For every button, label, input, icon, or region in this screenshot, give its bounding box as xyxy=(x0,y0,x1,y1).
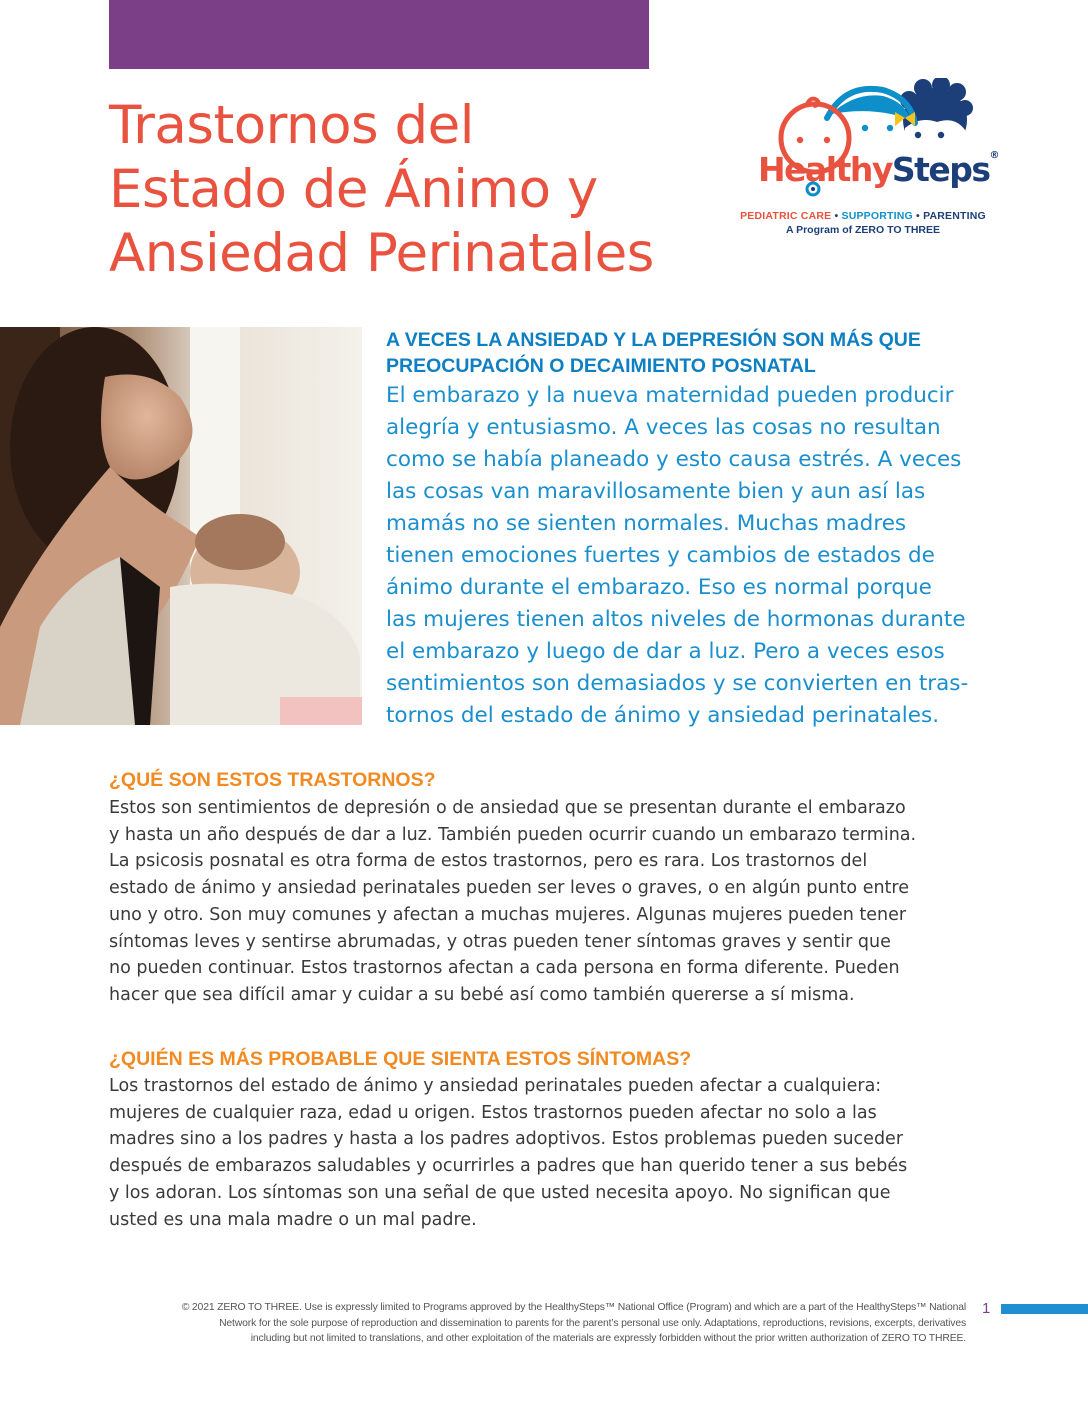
intro-paragraph xyxy=(386,380,996,732)
body-line: no pueden continuar. Estos trastornos afectan a cada persona en forma diferente. Pueden xyxy=(109,958,900,979)
intro-line: como se había planeado y esto causa estrés. A veces xyxy=(386,447,962,472)
healthysteps-wordmark: HealthySteps® xyxy=(758,150,999,189)
body-line: hacer que sea difícil amar y cuidar a su bebé así como también quererse a sí misma. xyxy=(109,984,855,1005)
page-title xyxy=(109,94,709,286)
section-paragraph-que-son xyxy=(109,795,1009,1009)
intro-line: mamás no se sienten normales. Muchas madres xyxy=(386,511,907,536)
body-line: estado de ánimo y ansiedad perinatales pueden ser leves o graves, o en algún punto entre xyxy=(109,878,909,899)
intro-line: tornos del estado de ánimo y ansiedad perinatales. xyxy=(386,703,940,728)
intro-heading xyxy=(386,327,986,379)
healthysteps-logo xyxy=(730,78,1000,248)
page-accent-bar xyxy=(1001,1304,1088,1314)
logo-subline: A Program of ZERO TO THREE xyxy=(785,224,940,236)
intro-heading-line: A VECES LA ANSIEDAD Y LA DEPRESIÓN SON MÁS QUE xyxy=(386,329,921,351)
title-line: Ansiedad Perinatales xyxy=(109,223,654,284)
section-paragraph-quien-es xyxy=(109,1073,1009,1233)
section-heading-que-son: ¿QUÉ SON ESTOS TRASTORNOS? xyxy=(109,769,436,791)
body-line: usted es una mala madre o un mal padre. xyxy=(109,1209,477,1230)
body-line: síntomas leves y sentirse abrumadas, y otras pueden tener síntomas graves y sentir que xyxy=(109,931,891,952)
footer-line: © 2021 ZERO TO THREE. Use is expressly limited to Programs approved by the HealthySteps™ National Office (Program) and which are a part of the HealthySteps™ National xyxy=(181,1302,966,1313)
mother-holding-baby-photo xyxy=(0,327,362,725)
footer-line: including but not limited to translations, and other exploitation of the materials are expressly forbidden without the prior written authorization of ZERO TO THREE. xyxy=(250,1333,966,1344)
section-heading-quien-es: ¿QUIÉN ES MÁS PROBABLE QUE SIENTA ESTOS SÍNTOMAS? xyxy=(109,1048,692,1070)
intro-line: ánimo durante el embarazo. Eso es normal porque xyxy=(386,575,932,600)
intro-line: tienen emociones fuertes y cambios de estados de xyxy=(386,543,935,568)
intro-line: las cosas van maravillosamente bien y aun así las xyxy=(386,479,926,504)
body-line: Los trastornos del estado de ánimo y ansiedad perinatales pueden afectar a cualquiera: xyxy=(109,1076,882,1096)
footer-line: Network for the sole purpose of reproduction and dissemination to parents for the parent’s personal use only. Adaptations, reproductions, revisions, excerpts, derivatives xyxy=(219,1317,966,1329)
intro-line: El embarazo y la nueva maternidad pueden producir xyxy=(386,383,954,408)
body-line: y hasta un año después de dar a luz. También pueden ocurrir cuando un embarazo termina. xyxy=(109,824,917,845)
intro-line: el embarazo y luego de dar a luz. Pero a veces esos xyxy=(386,639,945,664)
title-line: Trastornos del xyxy=(109,95,474,156)
page-number: 1 xyxy=(982,1300,991,1317)
body-line: mujeres de cualquier raza, edad u origen. Estos trastornos pueden afectar no solo a las xyxy=(109,1102,877,1123)
logo-tagline: PEDIATRIC CARE • SUPPORTING • PARENTING xyxy=(740,210,986,222)
copyright-footer xyxy=(100,1300,966,1347)
body-line: uno y otro. Son muy comunes y afectan a muchas mujeres. Algunas mujeres pueden tener xyxy=(109,904,907,925)
body-line: después de embarazos saludables y ocurrirles a padres que han querido tener a sus bebés xyxy=(109,1156,908,1177)
title-line: Estado de Ánimo y xyxy=(109,159,598,220)
intro-line: alegría y entusiasmo. A veces las cosas no resultan xyxy=(386,415,941,440)
body-line: y los adoran. Los síntomas son una señal de que usted necesita apoyo. No significan que xyxy=(109,1182,891,1203)
body-line: madres sino a los padres y hasta a los padres adoptivos. Estos problemas pueden suceder xyxy=(109,1129,904,1150)
intro-line: las mujeres tienen altos niveles de hormonas durante xyxy=(386,607,966,632)
body-line: La psicosis posnatal es otra forma de estos trastornos, pero es rara. Los trastornos del xyxy=(109,851,868,872)
intro-heading-line: PREOCUPACIÓN O DECAIMIENTO POSNATAL xyxy=(386,355,816,377)
header-color-bar xyxy=(109,0,649,69)
intro-line: sentimientos son demasiados y se convierten en tras- xyxy=(386,671,969,696)
body-line: Estos son sentimientos de depresión o de ansiedad que se presentan durante el embarazo xyxy=(109,798,906,818)
